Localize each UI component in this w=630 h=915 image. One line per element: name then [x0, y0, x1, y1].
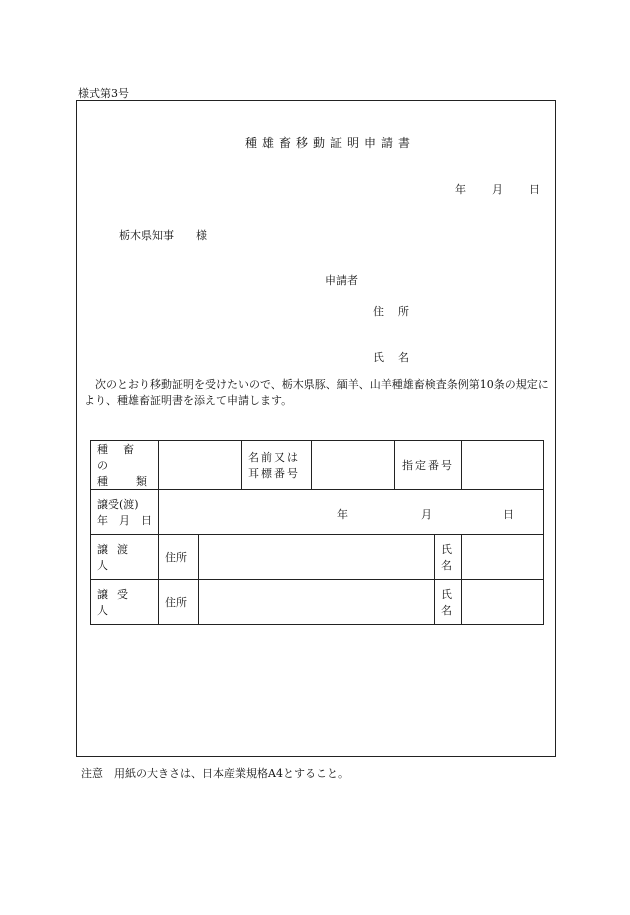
transfer-date-label: 譲受(渡) 年 月 日	[91, 490, 159, 535]
transferee-name-value[interactable]	[462, 580, 544, 625]
designation-number-label: 指定番号	[395, 441, 462, 490]
date-month-label: 月	[492, 183, 503, 196]
paper-size-note: 注意 用紙の大きさは、日本産業規格A4とすること。	[81, 767, 349, 780]
application-date	[455, 181, 540, 197]
livestock-info-table	[90, 440, 544, 625]
transferor-address-value[interactable]	[199, 535, 435, 580]
form-title: 種雄畜移動証明申請書	[244, 136, 415, 150]
table-row	[91, 580, 544, 625]
transferee-address-value[interactable]	[199, 580, 435, 625]
form-frame	[76, 100, 556, 757]
table-row	[91, 490, 544, 535]
transferor-name-label: 氏名	[435, 535, 462, 580]
transfer-date-year: 年	[337, 508, 348, 521]
transferor-label: 譲渡人	[91, 535, 159, 580]
transferor-address-label: 住所	[159, 535, 199, 580]
transfer-date-month: 月	[421, 508, 432, 521]
form-number: 様式第3号	[78, 87, 129, 100]
transferee-address-label: 住所	[159, 580, 199, 625]
applicant-label: 申請者	[325, 274, 358, 287]
addressee: 栃木県知事 様	[119, 229, 207, 242]
applicant-name-label: 氏名	[373, 351, 423, 364]
species-label: 種 畜 の 種 類	[91, 441, 159, 490]
transferee-name-label: 氏名	[435, 580, 462, 625]
species-value[interactable]	[159, 441, 242, 490]
transfer-date-day: 日	[503, 508, 514, 521]
table-row	[91, 535, 544, 580]
applicant-address-label: 住所	[373, 305, 423, 318]
application-body-text: 次のとおり移動証明を受けたいので、栃木県豚、緬羊、山羊種雄畜検査条例第10条の規定により、種雄畜証明書を添えて申請します。	[84, 378, 549, 407]
transfer-date-value[interactable]	[159, 490, 544, 535]
name-or-eartag-value[interactable]	[312, 441, 395, 490]
date-year-label: 年	[455, 183, 466, 196]
date-day-label: 日	[529, 183, 540, 196]
table-row	[91, 441, 544, 490]
transferor-name-value[interactable]	[462, 535, 544, 580]
transferee-label: 譲受人	[91, 580, 159, 625]
designation-number-value[interactable]	[462, 441, 544, 490]
name-or-eartag-label: 名前又は 耳標番号	[242, 441, 312, 490]
